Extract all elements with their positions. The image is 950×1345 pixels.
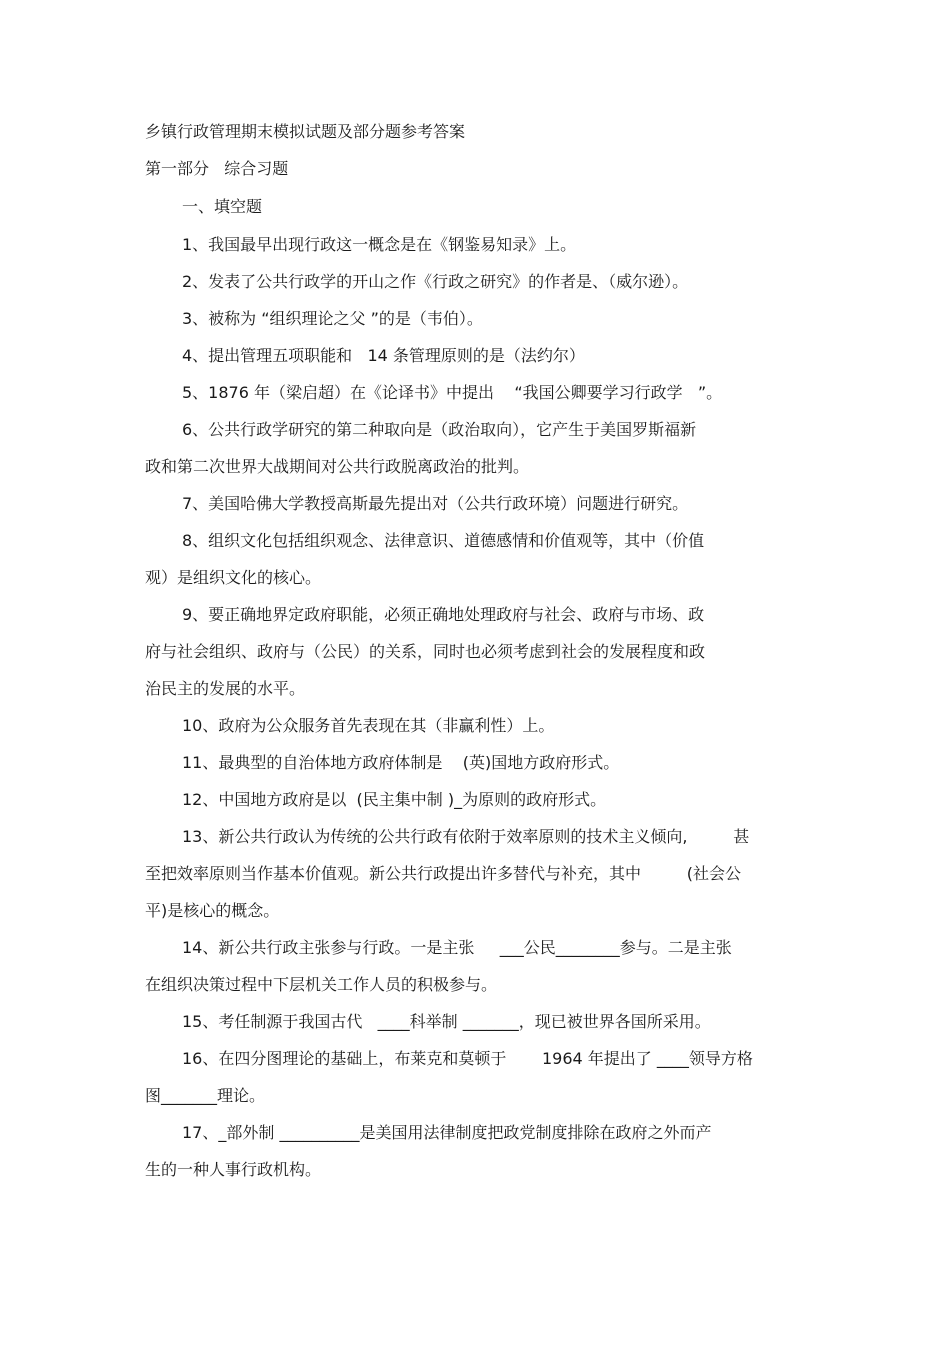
question-item (145, 381, 810, 405)
question-item (145, 751, 810, 775)
question-line: 3、被称为 “组织理论之父 ”的是（韦伯）。 (182, 309, 483, 328)
question-item (145, 1121, 810, 1182)
question-line: 10、政府为公众服务首先表现在其（非赢利性）上。 (182, 716, 555, 735)
question-line: 生的一种人事行政机构。 (145, 1160, 322, 1179)
question-line: 12、中国地方政府是以 (民主集中制 )_为原则的政府形式。 (182, 790, 607, 809)
question-item (145, 603, 810, 701)
question-item (145, 529, 810, 590)
question-line: 1、我国最早出现行政这一概念是在《钢鉴易知录》上。 (182, 235, 577, 254)
question-line: 9、要正确地界定政府职能，必须正确地处理政府与社会、政府与市场、政 (182, 605, 705, 624)
question-line: 6、公共行政学研究的第二种取向是（政治取向），它产生于美国罗斯福新 (182, 420, 697, 439)
question-item (145, 825, 810, 923)
question-line: 平)是核心的概念。 (145, 901, 280, 920)
question-line: 观）是组织文化的核心。 (145, 568, 322, 587)
question-line: 至把效率原则当作基本价值观。新公共行政提出许多替代与补充，其中 (社会公 (145, 864, 742, 883)
question-line: 8、组织文化包括组织观念、法律意识、道德感情和价值观等，其中（价值 (182, 531, 705, 550)
question-line: 政和第二次世界大战期间对公共行政脱离政治的批判。 (145, 457, 530, 476)
question-item (145, 307, 810, 331)
question-line: 2、发表了公共行政学的开山之作《行政之研究》的作者是、（威尔逊）。 (182, 272, 689, 291)
question-line: 5、1876 年（梁启超）在《论译书》中提出 “我国公卿要学习行政学 ”。 (182, 383, 723, 402)
question-item (145, 936, 810, 997)
question-line: 11、最典型的自治体地方政府体制是 (英)国地方政府形式。 (182, 753, 620, 772)
question-line: 13、新公共行政认为传统的公共行政有依附于效率原则的技术主义倾向, 甚 (182, 827, 750, 846)
question-line: 治民主的发展的水平。 (145, 679, 306, 698)
question-item (145, 492, 810, 516)
document-page (145, 120, 810, 1195)
question-item (145, 344, 810, 368)
question-line: 4、提出管理五项职能和 14 条管理原则的是（法约尔） (182, 346, 585, 365)
document-title: 乡镇行政管理期末模拟试题及部分题参考答案 (145, 122, 466, 141)
question-item (145, 270, 810, 294)
question-line: 17、_部外制 __________是美国用法律制度把政党制度排除在政府之外而产 (182, 1123, 712, 1142)
question-line: 府与社会组织、政府与（公民）的关系，同时也必须考虑到社会的发展程度和政 (145, 642, 706, 661)
question-item (145, 1010, 810, 1034)
part-heading: 第一部分 综合习题 (145, 159, 289, 178)
question-line: 14、新公共行政主张参与行政。一是主张 ___公民________参与。二是主张 (182, 938, 732, 957)
question-line: 图_______理论。 (145, 1086, 266, 1105)
question-item (145, 788, 810, 812)
question-line: 7、美国哈佛大学教授高斯最先提出对（公共行政环境）问题进行研究。 (182, 494, 689, 513)
question-line: 15、考任制源于我国古代 ____科举制 _______，现已被世界各国所采用。 (182, 1012, 711, 1031)
question-item (145, 714, 810, 738)
question-item (145, 233, 810, 257)
question-list (145, 233, 810, 1182)
question-item (145, 1047, 810, 1108)
section-heading: 一、填空题 (182, 197, 263, 216)
question-item (145, 418, 810, 479)
question-line: 16、在四分图理论的基础上，布莱克和莫顿于 1964 年提出了 ____领导方格 (182, 1049, 753, 1068)
question-line: 在组织决策过程中下层机关工作人员的积极参与。 (145, 975, 498, 994)
